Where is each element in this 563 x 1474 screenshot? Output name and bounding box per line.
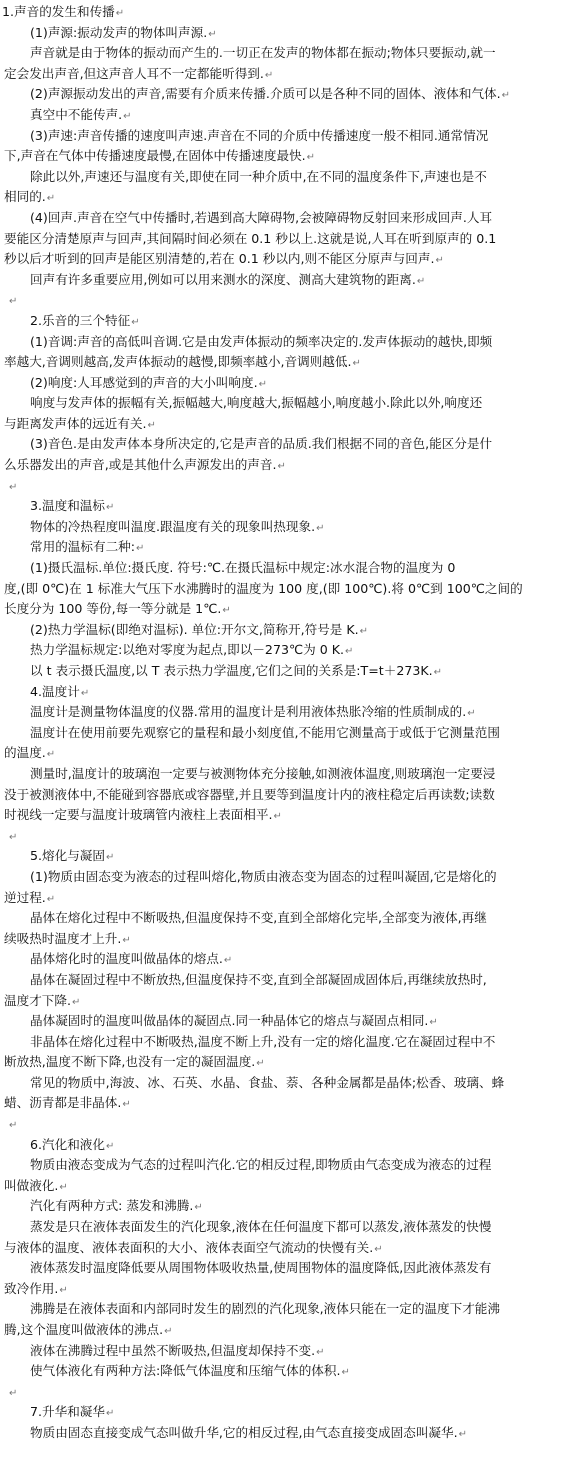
- line-text: (1)声源:振动发声的物体叫声源.: [30, 24, 208, 40]
- text-line: [0, 661, 563, 682]
- line-text: 蒸发是只在液体表面发生的汽化现象,液体在任何温度下都可以蒸发,液体蒸发的快慢: [30, 1219, 492, 1235]
- text-line: [0, 249, 563, 270]
- line-text: 温度计是测量物体温度的仪器.常用的温度计是利用液体热胀冷缩的性质制成的.: [30, 704, 467, 720]
- text-line: [0, 785, 563, 806]
- paragraph-mark-icon: ↵: [59, 1284, 68, 1296]
- text-line: [0, 867, 563, 888]
- paragraph-mark-icon: ↵: [59, 1181, 68, 1193]
- line-text: 6.汽化和液化: [30, 1136, 105, 1152]
- line-text: (3)声速:声音传播的速度叫声速.声音在不同的介质中传播速度一般不相同.通常情况: [30, 127, 489, 143]
- paragraph-mark-icon: ↵: [106, 1408, 115, 1420]
- paragraph-mark-icon: ↵: [273, 811, 282, 823]
- line-text: 以 t 表示摄氏温度,以 T 表示热力学温度,它们之间的关系是:T=t＋273K.: [30, 663, 433, 678]
- text-line: [0, 332, 563, 353]
- line-text: (1)音调:声音的高低叫音调.它是由发声体振动的频率决定的.发声体振动的越快,即频: [30, 333, 493, 349]
- paragraph-mark-icon: ↵: [147, 419, 156, 431]
- text-line: [0, 537, 563, 558]
- text-line: [0, 1402, 563, 1423]
- text-line: [0, 434, 563, 455]
- line-text: 温度才下降.: [4, 992, 71, 1008]
- line-text: 3.温度和温标: [30, 498, 105, 514]
- text-line: [0, 949, 563, 970]
- paragraph-mark-icon: ↵: [458, 1428, 467, 1440]
- line-text: 液体在沸腾过程中虽然不断吸热,但温度却保持不变.: [30, 1342, 316, 1358]
- text-line: [0, 723, 563, 744]
- paragraph-mark-icon: ↵: [341, 1367, 350, 1379]
- paragraph-mark-icon: ↵: [258, 378, 267, 390]
- text-line: [0, 1320, 563, 1341]
- line-text: 除此以外,声速还与温度有关,即使在同一种介质中,在不同的温度条件下,声速也是不: [30, 168, 487, 184]
- paragraph-mark-icon: ↵: [359, 625, 369, 637]
- text-line: [0, 1135, 563, 1156]
- text-line: [0, 1052, 563, 1073]
- paragraph-mark-icon: ↵: [223, 955, 233, 967]
- text-line: [0, 496, 563, 517]
- paragraph-mark-icon: ↵: [345, 646, 354, 658]
- line-text: 要能区分清楚原声与回声,其间隔时间必须在 0.1 秒以上.这就是说,人耳在听到原声的 0.1: [4, 230, 497, 246]
- line-text: 时视线一定要与温度计玻璃管内液柱上表面相平.: [4, 807, 273, 823]
- paragraph-mark-icon: ↵: [46, 193, 56, 205]
- line-text: 腾,这个温度叫做液体的沸点.: [4, 1322, 164, 1337]
- line-text: 液体蒸发时温度降低要从周围物体吸收热量,使周围物体的温度降低,因此液体蒸发有: [30, 1260, 492, 1276]
- blank-line: [0, 290, 563, 311]
- line-text: 与距离发声体的远近有关.: [4, 415, 147, 431]
- paragraph-mark-icon: ↵: [9, 481, 18, 493]
- blank-line: [0, 1114, 563, 1135]
- line-text: 的温度.: [4, 745, 46, 761]
- text-line: [0, 311, 563, 332]
- paragraph-mark-icon: ↵: [80, 687, 90, 699]
- line-text: 晶体在凝固过程中不断放热,但温度保持不变,直到全部凝固成固体后,再继续放热时,: [30, 971, 487, 987]
- line-text: 叫做液化.: [4, 1177, 59, 1193]
- line-text: (2)热力学温标(即绝对温标). 单位:开尔文,简称开,符号是 K.: [30, 621, 359, 637]
- line-text: 汽化有两种方式: 蒸发和沸腾.: [30, 1198, 194, 1214]
- line-text: 非晶体在熔化过程中不断吸热,温度不断上升,没有一定的熔化温度.它在凝固过程中不: [30, 1033, 496, 1049]
- text-line: [0, 743, 563, 764]
- line-text: 2.乐音的三个特征: [30, 312, 131, 328]
- line-text: 1.声音的发生和传播: [2, 4, 115, 19]
- text-line: [0, 846, 563, 867]
- line-text: 相同的.: [4, 189, 46, 205]
- text-line: [0, 64, 563, 85]
- line-text: 测量时,温度计的玻璃泡一定要与被测物体充分接触,如测液体温度,则玻璃泡一定要浸: [30, 765, 496, 781]
- paragraph-mark-icon: ↵: [501, 90, 511, 102]
- line-text: 常用的温标有二种:: [30, 539, 135, 555]
- text-line: [0, 208, 563, 229]
- line-text: 物质由液态变成为气态的过程叫汽化.它的相反过程,即物质由气态变成为液态的过程: [30, 1157, 492, 1173]
- paragraph-mark-icon: ↵: [222, 605, 231, 617]
- paragraph-mark-icon: ↵: [106, 502, 115, 514]
- text-line: [0, 352, 563, 373]
- text-line: [0, 620, 563, 641]
- line-text: (1)物质由固态变为液态的过程叫熔化,物质由液态变为固态的过程叫凝固,它是熔化的: [30, 868, 497, 884]
- text-line: [0, 84, 563, 105]
- text-line: [0, 1093, 563, 1114]
- line-text: 下,声音在气体中传播速度最慢,在固体中传播速度最快.: [4, 148, 306, 164]
- paragraph-mark-icon: ↵: [106, 1140, 115, 1152]
- text-line: [0, 455, 563, 476]
- paragraph-mark-icon: ↵: [316, 1346, 325, 1358]
- line-text: 与液体的温度、液体表面积的大小、液体表面空气流动的快慢有关.: [4, 1239, 374, 1255]
- line-text: 么乐器发出的声音,或是其他什么声源发出的声音.: [4, 457, 277, 473]
- line-text: 沸腾是在液体表面和内部同时发生的剧烈的汽化现象,液体只能在一定的温度下才能沸: [30, 1301, 500, 1317]
- text-line: [0, 908, 563, 929]
- text-line: [0, 970, 563, 991]
- line-text: 逆过程.: [4, 889, 46, 905]
- text-line: [0, 764, 563, 785]
- paragraph-mark-icon: ↵: [131, 316, 140, 328]
- text-line: [0, 1361, 563, 1382]
- blank-line: [0, 1382, 563, 1403]
- paragraph-mark-icon: ↵: [316, 522, 325, 534]
- text-line: [0, 579, 563, 600]
- line-text: 断放热,温度不断下降,也没有一定的凝固温度.: [4, 1054, 256, 1070]
- text-line: [0, 270, 563, 291]
- line-text: 晶体凝固时的温度叫做晶体的凝固点.同一种晶体它的熔点与凝固点相同.: [30, 1013, 429, 1029]
- line-text: (4)回声.声音在空气中传播时,若遇到高大障碍物,会被障碍物反射回来形成回声.人耳: [30, 209, 493, 225]
- line-text: 7.升华和凝华: [30, 1404, 105, 1420]
- text-line: [0, 1176, 563, 1197]
- text-line: [0, 991, 563, 1012]
- paragraph-mark-icon: ↵: [71, 996, 81, 1008]
- paragraph-mark-icon: ↵: [374, 1243, 383, 1255]
- paragraph-mark-icon: ↵: [9, 1120, 18, 1132]
- text-line: [0, 187, 563, 208]
- document-body: [0, 2, 563, 1444]
- text-line: [0, 1032, 563, 1053]
- line-text: 秒以后才听到的回声是能区别清楚的,若在 0.1 秒以内,则不能区分原声与回声.: [4, 251, 435, 267]
- paragraph-mark-icon: ↵: [9, 1387, 18, 1399]
- line-text: 晶体在熔化过程中不断吸热,但温度保持不变,直到全部熔化完毕,全部变为液体,再继: [30, 910, 487, 926]
- paragraph-mark-icon: ↵: [123, 110, 132, 122]
- text-line: [0, 929, 563, 950]
- line-text: (3)音色.是由发声体本身所决定的,它是声音的品质.我们根据不同的音色,能区分是什: [30, 436, 493, 452]
- paragraph-mark-icon: ↵: [106, 852, 115, 864]
- paragraph-mark-icon: ↵: [416, 275, 426, 287]
- paragraph-mark-icon: ↵: [9, 831, 18, 843]
- line-text: (2)响度:人耳感觉到的声音的大小叫响度.: [30, 374, 258, 390]
- text-line: [0, 414, 563, 435]
- text-line: [0, 888, 563, 909]
- line-text: 声音就是由于物体的振动而产生的.一切正在发声的物体都在振动;物体只要振动,就一: [30, 45, 496, 61]
- line-text: 热力学温标规定:以绝对零度为起点,即以－273℃为 0 K.: [30, 642, 344, 658]
- text-line: [0, 599, 563, 620]
- line-text: 蜡、沥青都是非晶体.: [4, 1095, 122, 1111]
- text-line: [0, 640, 563, 661]
- line-text: 常见的物质中,海波、冰、石英、水晶、食盐、萘、各种金属都是晶体;松香、玻璃、蜂: [30, 1074, 505, 1090]
- paragraph-mark-icon: ↵: [435, 255, 444, 267]
- text-line: [0, 1299, 563, 1320]
- line-text: 长度分为 100 等份,每一等分就是 1℃.: [4, 601, 222, 617]
- line-text: 定会发出声音,但这声音人耳不一定都能听得到.: [4, 65, 264, 81]
- text-line: [0, 43, 563, 64]
- line-text: (1)摄氏温标.单位:摄氏度. 符号:℃.在摄氏温标中规定:冰水混合物的温度为 0: [30, 560, 456, 576]
- line-text: 物质由固态直接变成气态叫做升华,它的相反过程,由气态直接变成固态叫凝华.: [30, 1424, 458, 1440]
- line-text: (2)声源振动发出的声音,需要有介质来传播.介质可以是各种不同的固体、液体和气体.: [30, 86, 501, 102]
- paragraph-mark-icon: ↵: [429, 1017, 438, 1029]
- paragraph-mark-icon: ↵: [264, 69, 274, 81]
- paragraph-mark-icon: ↵: [122, 1099, 131, 1111]
- text-line: [0, 2, 563, 23]
- text-line: [0, 702, 563, 723]
- text-line: [0, 682, 563, 703]
- line-text: 响度与发声体的振幅有关,振幅越大,响度越大,振幅越小,响度越小.除此以外,响度还: [30, 395, 483, 411]
- text-line: [0, 126, 563, 147]
- paragraph-mark-icon: ↵: [46, 893, 56, 905]
- text-line: [0, 1011, 563, 1032]
- line-text: 回声有许多重要应用,例如可以用来测水的深度、测高大建筑物的距离.: [30, 271, 416, 287]
- text-line: [0, 146, 563, 167]
- paragraph-mark-icon: ↵: [306, 152, 316, 164]
- text-line: [0, 229, 563, 250]
- line-text: 真空中不能传声.: [30, 106, 123, 122]
- text-line: [0, 1341, 563, 1362]
- paragraph-mark-icon: ↵: [122, 934, 131, 946]
- text-line: [0, 1423, 563, 1444]
- line-text: 晶体熔化时的温度叫做晶体的熔点.: [30, 951, 223, 967]
- paragraph-mark-icon: ↵: [9, 296, 18, 308]
- paragraph-mark-icon: ↵: [256, 1058, 265, 1070]
- paragraph-mark-icon: ↵: [136, 543, 145, 555]
- text-line: [0, 1238, 563, 1259]
- blank-line: [0, 476, 563, 497]
- line-text: 使气体液化有两种方法:降低气体温度和压缩气体的体积.: [30, 1363, 341, 1379]
- line-text: 5.熔化与凝固: [30, 848, 105, 864]
- line-text: 度,(即 0℃)在 1 标准大气压下水沸腾时的温度为 100 度,(即 100℃).将 0℃到 100℃之间的: [4, 580, 523, 596]
- paragraph-mark-icon: ↵: [46, 749, 56, 761]
- line-text: 续吸热时温度才上升.: [4, 930, 122, 946]
- paragraph-mark-icon: ↵: [194, 1202, 203, 1214]
- line-text: 物体的冷热程度叫温度.跟温度有关的现象叫热现象.: [30, 518, 316, 534]
- paragraph-mark-icon: ↵: [115, 8, 125, 19]
- line-text: 没于被测液体中,不能碰到容器底或容器壁,并且要等到温度计内的液柱稳定后再读数;读数: [4, 786, 495, 802]
- paragraph-mark-icon: ↵: [352, 358, 361, 370]
- line-text: 率越大,音调则越高,发声体振动的越慢,即频率越小,音调则越低.: [4, 354, 352, 370]
- line-text: 温度计在使用前要先观察它的量程和最小刻度值,不能用它测量高于或低于它测量范围: [30, 724, 500, 740]
- line-text: 4.温度计: [30, 683, 80, 699]
- paragraph-mark-icon: ↵: [433, 667, 443, 678]
- blank-line: [0, 826, 563, 847]
- text-line: [0, 1196, 563, 1217]
- text-line: [0, 23, 563, 44]
- line-text: 致冷作用.: [4, 1280, 59, 1296]
- text-line: [0, 1155, 563, 1176]
- paragraph-mark-icon: ↵: [277, 461, 286, 473]
- paragraph-mark-icon: ↵: [467, 708, 476, 720]
- text-line: [0, 1073, 563, 1094]
- text-line: [0, 167, 563, 188]
- text-line: [0, 517, 563, 538]
- text-line: [0, 1217, 563, 1238]
- text-line: [0, 105, 563, 126]
- paragraph-mark-icon: ↵: [208, 28, 217, 40]
- paragraph-mark-icon: ↵: [164, 1326, 173, 1337]
- text-line: [0, 1279, 563, 1300]
- text-line: [0, 805, 563, 826]
- text-line: [0, 558, 563, 579]
- text-line: [0, 393, 563, 414]
- text-line: [0, 373, 563, 394]
- text-line: [0, 1258, 563, 1279]
